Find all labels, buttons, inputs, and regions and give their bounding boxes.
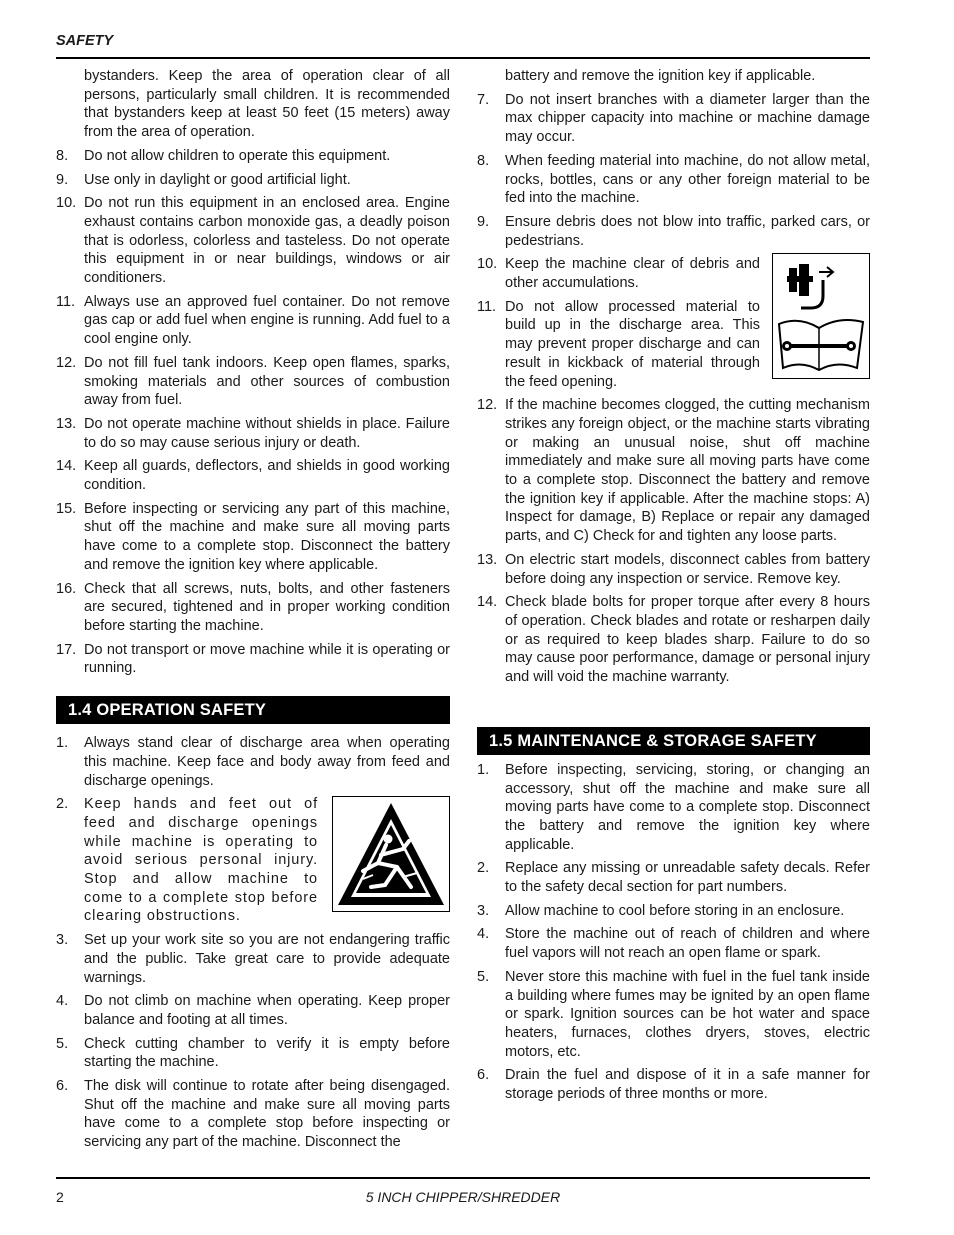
list-item xyxy=(56,641,450,678)
section-heading-maintenance-storage-safety: 1.5 MAINTENANCE & STORAGE SAFETY xyxy=(477,727,870,755)
list-item-number: 14. xyxy=(477,594,498,611)
list-item-number: 17. xyxy=(56,641,77,658)
list-item-text: Do not insert branches with a diameter larger than the max chipper capacity into machine or machine damage may occur. xyxy=(505,91,870,146)
list-item xyxy=(56,580,450,636)
list-item xyxy=(477,152,870,208)
list-item-number: 10. xyxy=(477,256,498,273)
footer-document-title: 5 INCH CHIPPER/SHREDDER xyxy=(365,1189,561,1205)
discharge-and-manual-wrench-icon xyxy=(772,253,870,379)
list-item-number: 6. xyxy=(56,1078,69,1095)
list-item xyxy=(56,1077,450,1152)
list-item-number: 16. xyxy=(56,580,77,597)
list-item xyxy=(56,293,450,349)
list-item-text: Set up your work site so you are not endangering traffic and the public. Take great care to provide adequate warnings. xyxy=(84,932,450,986)
list-item-number: 1. xyxy=(56,735,69,752)
list-item xyxy=(477,902,870,921)
right-items-with-figure xyxy=(477,255,870,396)
list-item-text: Keep the machine clear of debris and other accumulations. xyxy=(505,256,760,292)
list-item-text: If the machine becomes clogged, the cutting mechanism strikes any foreign object, or the machine starts vibrating or making an unusual noise, shut off machine immediately and make sure all moving parts have come to a complete stop. Disconnect the battery and remove the ignition key if applicable. After the machine stops: A) Inspect for damage, B) Replace or repair any damaged parts, and C) Check for and tighten any loose parts. xyxy=(505,397,870,545)
list-item-number: 11. xyxy=(56,293,76,310)
list-item-text: Do not run this equipment in an enclosed area. Engine exhaust contains carbon monoxide gas, a deadly poison that is odorless, colorless and tasteless. Do not operate this equipment in or near buildings, windows or air conditioners. xyxy=(84,195,450,287)
list-item-text: Always stand clear of discharge area when operating this machine. Keep face and body away from feed and discharge openings. xyxy=(84,735,450,789)
list-item-number: 10. xyxy=(56,195,77,212)
list-item xyxy=(477,925,870,962)
list-item-text: Do not climb on machine when operating. Keep proper balance and footing at all times. xyxy=(84,993,450,1028)
list-item xyxy=(477,551,870,588)
list-item xyxy=(56,734,450,790)
list-item-number: 7. xyxy=(477,91,490,108)
continued-item-text: battery and remove the ignition key if applicable. xyxy=(505,68,816,84)
page-number: 2 xyxy=(56,1189,64,1205)
list-item-text: On electric start models, disconnect cables from battery before doing any inspection or service. Remove key. xyxy=(505,551,870,587)
list-item-number: 12. xyxy=(56,354,77,371)
list-item-text: Ensure debris does not blow into traffic, parked cars, or pedestrians. xyxy=(505,213,870,249)
list-item-text: Check cutting chamber to verify it is empty before starting the machine. xyxy=(84,1035,450,1071)
list-item-number: 1. xyxy=(477,761,490,778)
list-item xyxy=(56,147,450,166)
list-item-text: Check that all screws, nuts, bolts, and other fasteners are secured, tightened and in proper working condition before starting the machine. xyxy=(84,580,450,634)
list-item xyxy=(56,795,318,926)
list-item-text: Keep hands and feet out of feed and discharge openings while machine is operating to avoid serious personal injury. Stop and allow machine to come to a complete stop before clearing obstructions. xyxy=(84,796,318,925)
section-heading-operation-safety: 1.4 OPERATION SAFETY xyxy=(56,696,450,724)
list-item-number: 11. xyxy=(477,298,497,315)
list-item-text: Allow machine to cool before storing in an enclosure. xyxy=(505,902,845,919)
right-list-a xyxy=(477,91,870,251)
list-item xyxy=(477,1066,870,1103)
list-item-number: 3. xyxy=(477,902,490,919)
list-item-text: Do not allow children to operate this equipment. xyxy=(84,147,391,164)
header-section-label: SAFETY xyxy=(56,33,114,49)
list-item-number: 8. xyxy=(56,147,69,164)
list-item-text: Drain the fuel and dispose of it in a safe manner for storage periods of three months or more. xyxy=(505,1067,870,1103)
list-item xyxy=(56,992,450,1029)
left-list xyxy=(56,147,450,678)
list-item-text: Replace any missing or unreadable safety decals. Refer to the safety decal section for part numbers. xyxy=(505,860,870,896)
list-item xyxy=(477,859,870,896)
list-item-number: 9. xyxy=(477,213,490,230)
left-column xyxy=(56,67,450,1157)
warning-triangle-hand-entanglement-icon xyxy=(332,796,450,912)
list-item-text: Do not transport or move machine while it is operating or running. xyxy=(84,641,450,677)
list-item-number: 9. xyxy=(56,171,69,188)
list-item-number: 5. xyxy=(477,968,490,985)
list-item-number: 13. xyxy=(56,415,77,432)
list-item xyxy=(477,396,870,546)
maintenance-list xyxy=(477,761,870,1104)
list-item xyxy=(56,171,450,190)
list-item-text: The disk will continue to rotate after being disengaged. Shut off the machine and make sure all moving parts have come to a complete stop before inspecting or servicing any part of the machine. Disconnect the xyxy=(84,1078,450,1151)
list-item xyxy=(56,415,450,452)
right-list-c xyxy=(477,396,870,687)
list-item xyxy=(56,500,450,575)
list-item-number: 15. xyxy=(56,500,77,517)
list-item xyxy=(477,213,870,250)
list-item-text: When feeding material into machine, do not allow metal, rocks, bottles, cans or any other foreign material to be fed into the machine. xyxy=(505,152,870,207)
list-item-number: 14. xyxy=(56,458,77,475)
list-item xyxy=(477,761,870,855)
list-item xyxy=(477,298,760,392)
list-item-number: 2. xyxy=(56,796,69,813)
list-item-text: Store the machine out of reach of children and where fuel vapors will not reach an open flame or spark. xyxy=(505,926,870,962)
list-item xyxy=(477,255,760,292)
operation-list-b xyxy=(56,795,318,931)
list-item-text: Never store this machine with fuel in the fuel tank inside a building where fumes may be ignited by an open flame or spark. Ignition sources can be hot water and space heaters, furnaces, clothes dryers, stoves, electric motors, etc. xyxy=(505,968,870,1060)
list-item-number: 13. xyxy=(477,551,498,568)
list-item-text: Use only in daylight or good artificial light. xyxy=(84,171,351,188)
list-item xyxy=(56,457,450,494)
list-item xyxy=(477,91,870,147)
list-item-text: Always use an approved fuel container. Do not remove gas cap or add fuel when engine is running. Add fuel to a cool engine only. xyxy=(84,293,450,348)
list-item-number: 6. xyxy=(477,1067,490,1084)
list-item-text: Do not operate machine without shields in place. Failure to do so may cause serious injury or death. xyxy=(84,415,450,451)
header-rule xyxy=(56,57,870,59)
operation-list-a xyxy=(56,734,450,790)
list-item xyxy=(477,593,870,687)
list-item xyxy=(56,194,450,288)
list-item xyxy=(56,1035,450,1072)
right-column xyxy=(477,67,870,1109)
right-list-b xyxy=(477,255,760,396)
list-item-text: Do not allow processed material to build up in the discharge area. This may prevent proper discharge and can result in kickback of material through the feed opening. xyxy=(505,298,760,390)
list-item xyxy=(477,968,870,1062)
list-item-text: Check blade bolts for proper torque after every 8 hours of operation. Check blades and rotate or resharpen daily or as required to keep blades sharp. Failure to do so may cause poor performance, damage or personal injury and will void the machine warranty. xyxy=(505,594,870,686)
list-item-text: Before inspecting, servicing, storing, or changing an accessory, shut off the machine and make sure all moving parts have come to a complete stop. Disconnect the battery and remove the ignition key where applicable. xyxy=(505,761,870,853)
list-item-text: Do not fill fuel tank indoors. Keep open flames, sparks, smoking materials and other sources of combustion away from fuel. xyxy=(84,354,450,409)
list-item-number: 12. xyxy=(477,397,498,414)
list-item-number: 5. xyxy=(56,1035,69,1052)
list-item xyxy=(56,354,450,410)
list-item-number: 3. xyxy=(56,932,69,949)
footer-rule xyxy=(56,1177,870,1179)
list-item-number: 8. xyxy=(477,152,490,169)
continued-item-text: bystanders. Keep the area of operation clear of all persons, particularly small children. It is recommended that bystanders keep at least 50 feet (15 meters) away from the area of operation. xyxy=(84,68,450,141)
list-item-text: Before inspecting or servicing any part of this machine, shut off the machine and make sure all moving parts have come to a complete stop. Disconnect the battery and remove the ignition key where applicable. xyxy=(84,500,450,573)
list-item xyxy=(56,931,450,987)
list-item-number: 4. xyxy=(56,993,69,1010)
operation-list-c xyxy=(56,931,450,1152)
list-item-text: Keep all guards, deflectors, and shields in good working condition. xyxy=(84,458,450,494)
list-item-number: 2. xyxy=(477,860,490,877)
list-item-number: 4. xyxy=(477,926,490,943)
operation-item-with-figure xyxy=(56,795,450,931)
